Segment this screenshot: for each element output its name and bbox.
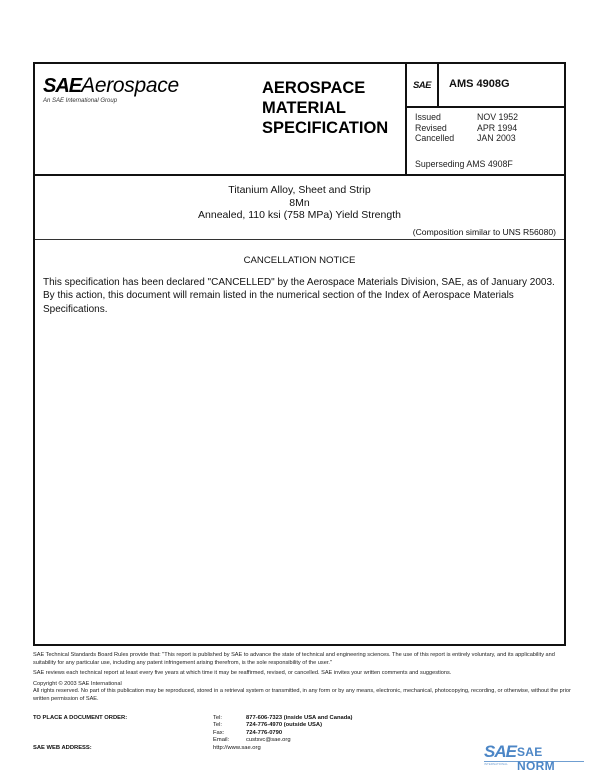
contact-value: 724-776-0790 — [246, 729, 283, 736]
contact-row — [213, 722, 473, 729]
sae-aerospace-logo — [43, 74, 179, 104]
date-label: Cancelled — [415, 133, 455, 143]
contact-key: Email: — [213, 737, 230, 744]
aerospace-wordmark: Aerospace — [81, 74, 179, 97]
doc-type-line: AEROSPACE — [262, 79, 366, 97]
sae-small-logo-icon: SAE — [412, 79, 432, 91]
date-block — [415, 112, 518, 144]
order-label: TO PLACE A DOCUMENT ORDER: — [33, 715, 128, 721]
web-address-label: SAE WEB ADDRESS: — [33, 744, 92, 751]
document-type-title — [262, 78, 388, 138]
contact-row — [213, 730, 473, 737]
contact-value: 724-776-4970 (outside USA) — [246, 722, 323, 729]
contact-row — [213, 715, 473, 722]
contact-value: 877-606-7323 (inside USA and Canada) — [246, 715, 353, 721]
sae-norm-watermark — [484, 742, 584, 773]
material-title-box — [35, 176, 564, 240]
rights-text: All rights reserved. No part of this publication may be reproduced, stored in a retrieval system or transmitted, in any form or by any means, electronic, mechanical, photocopying, recording, or otherwise, without the prior written permission of SAE. — [33, 688, 571, 702]
contact-grid — [213, 715, 473, 752]
watermark-subtitle: INTERNATIONAL — [484, 761, 584, 766]
standards-rules-text: SAE Technical Standards Board Rules provide that: "This report is published by SAE to advance the state of technical and engineering sciences. The use of this report is entirely voluntary, and its applicability and suitability for any particular use, including any patent infringement arising therefrom, is the sole responsibility of the user." — [33, 652, 555, 666]
date-row-issued — [415, 112, 518, 123]
title-line-1: Titanium Alloy, Sheet and Strip — [228, 184, 371, 196]
date-label: Issued — [415, 112, 441, 122]
doc-type-line: SPECIFICATION — [262, 119, 389, 137]
header-left — [35, 64, 405, 174]
date-value: NOV 1952 — [477, 112, 519, 122]
notice-body: This specification has been declared "CANCELLED" by the Aerospace Materials Division, SAE, as of January 2003. By this action, this document will remain listed in the numerical section of the Index of Aerospace Materials Specifications. — [43, 277, 555, 315]
contact-key: Tel: — [213, 715, 223, 721]
contact-key: Fax: — [213, 729, 225, 736]
date-row-cancelled — [415, 133, 518, 144]
email-link[interactable]: custsvc@sae.org — [246, 737, 291, 744]
sae-norm-text: SAE NORM — [517, 745, 555, 773]
date-label: Revised — [415, 122, 447, 133]
contact-row — [213, 737, 473, 744]
web-address-link[interactable]: http://www.sae.org — [213, 744, 261, 751]
copyright-text: Copyright © 2003 SAE International — [33, 680, 122, 687]
title-line-2: 8Mn — [289, 196, 310, 209]
header — [35, 64, 564, 176]
doc-type-line: MATERIAL — [262, 99, 347, 117]
contact-key: Tel: — [213, 722, 223, 729]
logo-tagline: An SAE International Group — [43, 98, 118, 104]
date-row-revised — [415, 123, 518, 134]
superseding-note: Superseding AMS 4908F — [415, 159, 513, 169]
document-number: AMS 4908G — [449, 78, 510, 90]
header-right — [405, 64, 564, 174]
contact-row — [213, 745, 473, 752]
notice-heading: CANCELLATION NOTICE — [243, 255, 356, 266]
composition-note: (Composition similar to UNS R56080) — [412, 227, 556, 237]
document-number-row — [407, 64, 564, 108]
legal-footer — [33, 652, 573, 707]
specification-frame — [33, 62, 566, 646]
review-text: SAE reviews each technical report at least every five years at which time it may be reaffirmed, revised, or cancelled. SAE invites your written comments and suggestions. — [33, 670, 452, 677]
sae-small-logo-cell — [407, 64, 439, 106]
sae-international-logo-icon: SAE — [484, 742, 516, 761]
title-line-3: Annealed, 110 ksi (758 MPa) Yield Strength — [198, 209, 401, 221]
date-value: JAN 2003 — [477, 133, 516, 143]
date-value: APR 1994 — [477, 122, 518, 133]
cancellation-notice — [35, 240, 564, 316]
sae-brand-mark: SAE — [43, 75, 82, 97]
